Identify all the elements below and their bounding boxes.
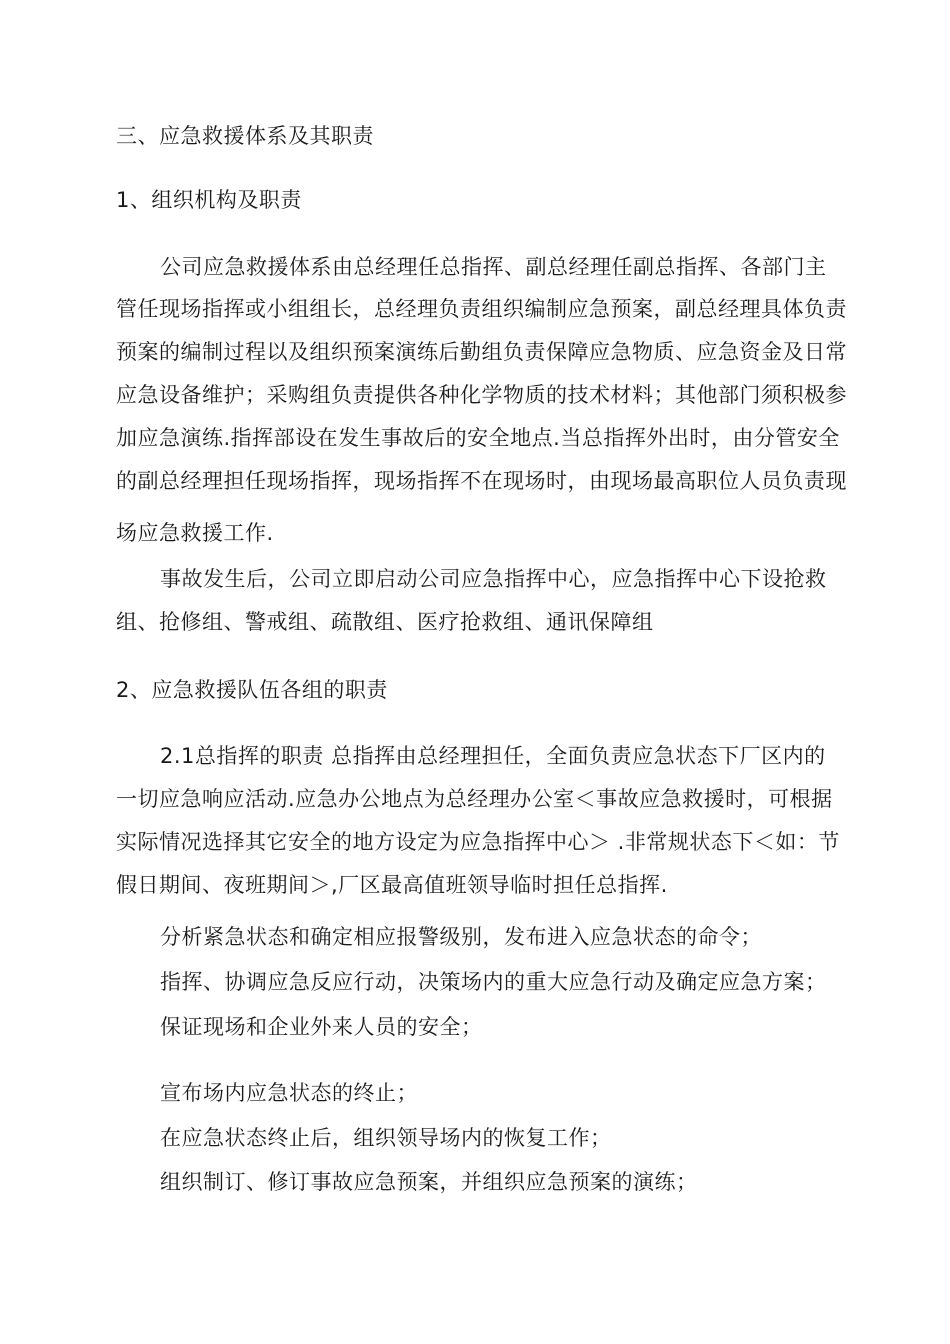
subsection-heading: 1、组织机构及职责 bbox=[116, 188, 302, 212]
subsection-heading: 2、应急救援队伍各组的职责 bbox=[116, 678, 388, 702]
duty-item: 宣布场内应急状态的终止； bbox=[160, 1081, 418, 1105]
paragraph-line: 预案的编制过程以及组织预案演练后勤组负责保障应急物质、应急资金及日常 bbox=[116, 340, 847, 364]
paragraph-line: 的副总经理担任现场指挥，现场指挥不在现场时，由现场最高职位人员负责现 bbox=[116, 469, 847, 493]
duty-item: 保证现场和企业外来人员的安全； bbox=[160, 1015, 483, 1039]
paragraph-line: 公司应急救援体系由总经理任总指挥、副总经理任副总指挥、各部门主 bbox=[160, 255, 827, 279]
duty-item: 组织制订、修订事故应急预案，并组织应急预案的演练； bbox=[160, 1170, 698, 1194]
paragraph-line: 应急设备维护；采购组负责提供各种化学物质的技术材料；其他部门须积极参 bbox=[116, 383, 847, 407]
paragraph-line: 事故发生后，公司立即启动公司应急指挥中心，应急指挥中心下设抢救 bbox=[160, 567, 827, 591]
duty-item: 在应急状态终止后，组织领导场内的恢复工作； bbox=[160, 1126, 612, 1150]
paragraph-line: 加应急演练.指挥部设在发生事故后的安全地点.当总指挥外出时，由分管安全 bbox=[116, 426, 840, 450]
section-heading: 三、应急救援体系及其职责 bbox=[116, 124, 374, 148]
paragraph-line: 场应急救援工作. bbox=[116, 521, 274, 545]
paragraph-line: 假日期间、夜班期间＞,厂区最高值班领导临时担任总指挥. bbox=[116, 873, 668, 897]
paragraph-line: 组、抢修组、警戒组、疏散组、医疗抢救组、通讯保障组 bbox=[116, 610, 654, 634]
duty-item: 指挥、协调应急反应行动，决策场内的重大应急行动及确定应急方案； bbox=[160, 970, 827, 994]
paragraph-line: 实际情况选择其它安全的地方设定为应急指挥中心＞ .非常规状态下＜如：节 bbox=[116, 830, 840, 854]
paragraph-line: 一切应急响应活动.应急办公地点为总经理办公室＜事故应急救援时，可根据 bbox=[116, 787, 833, 811]
paragraph-line: 2.1总指挥的职责 总指挥由总经理担任，全面负责应急状态下厂区内的 bbox=[160, 744, 826, 768]
paragraph-line: 管任现场指挥或小组组长，总经理负责组织编制应急预案，副总经理具体负责 bbox=[116, 297, 847, 321]
duty-item: 分析紧急状态和确定相应报警级别，发布进入应急状态的命令； bbox=[160, 925, 762, 949]
